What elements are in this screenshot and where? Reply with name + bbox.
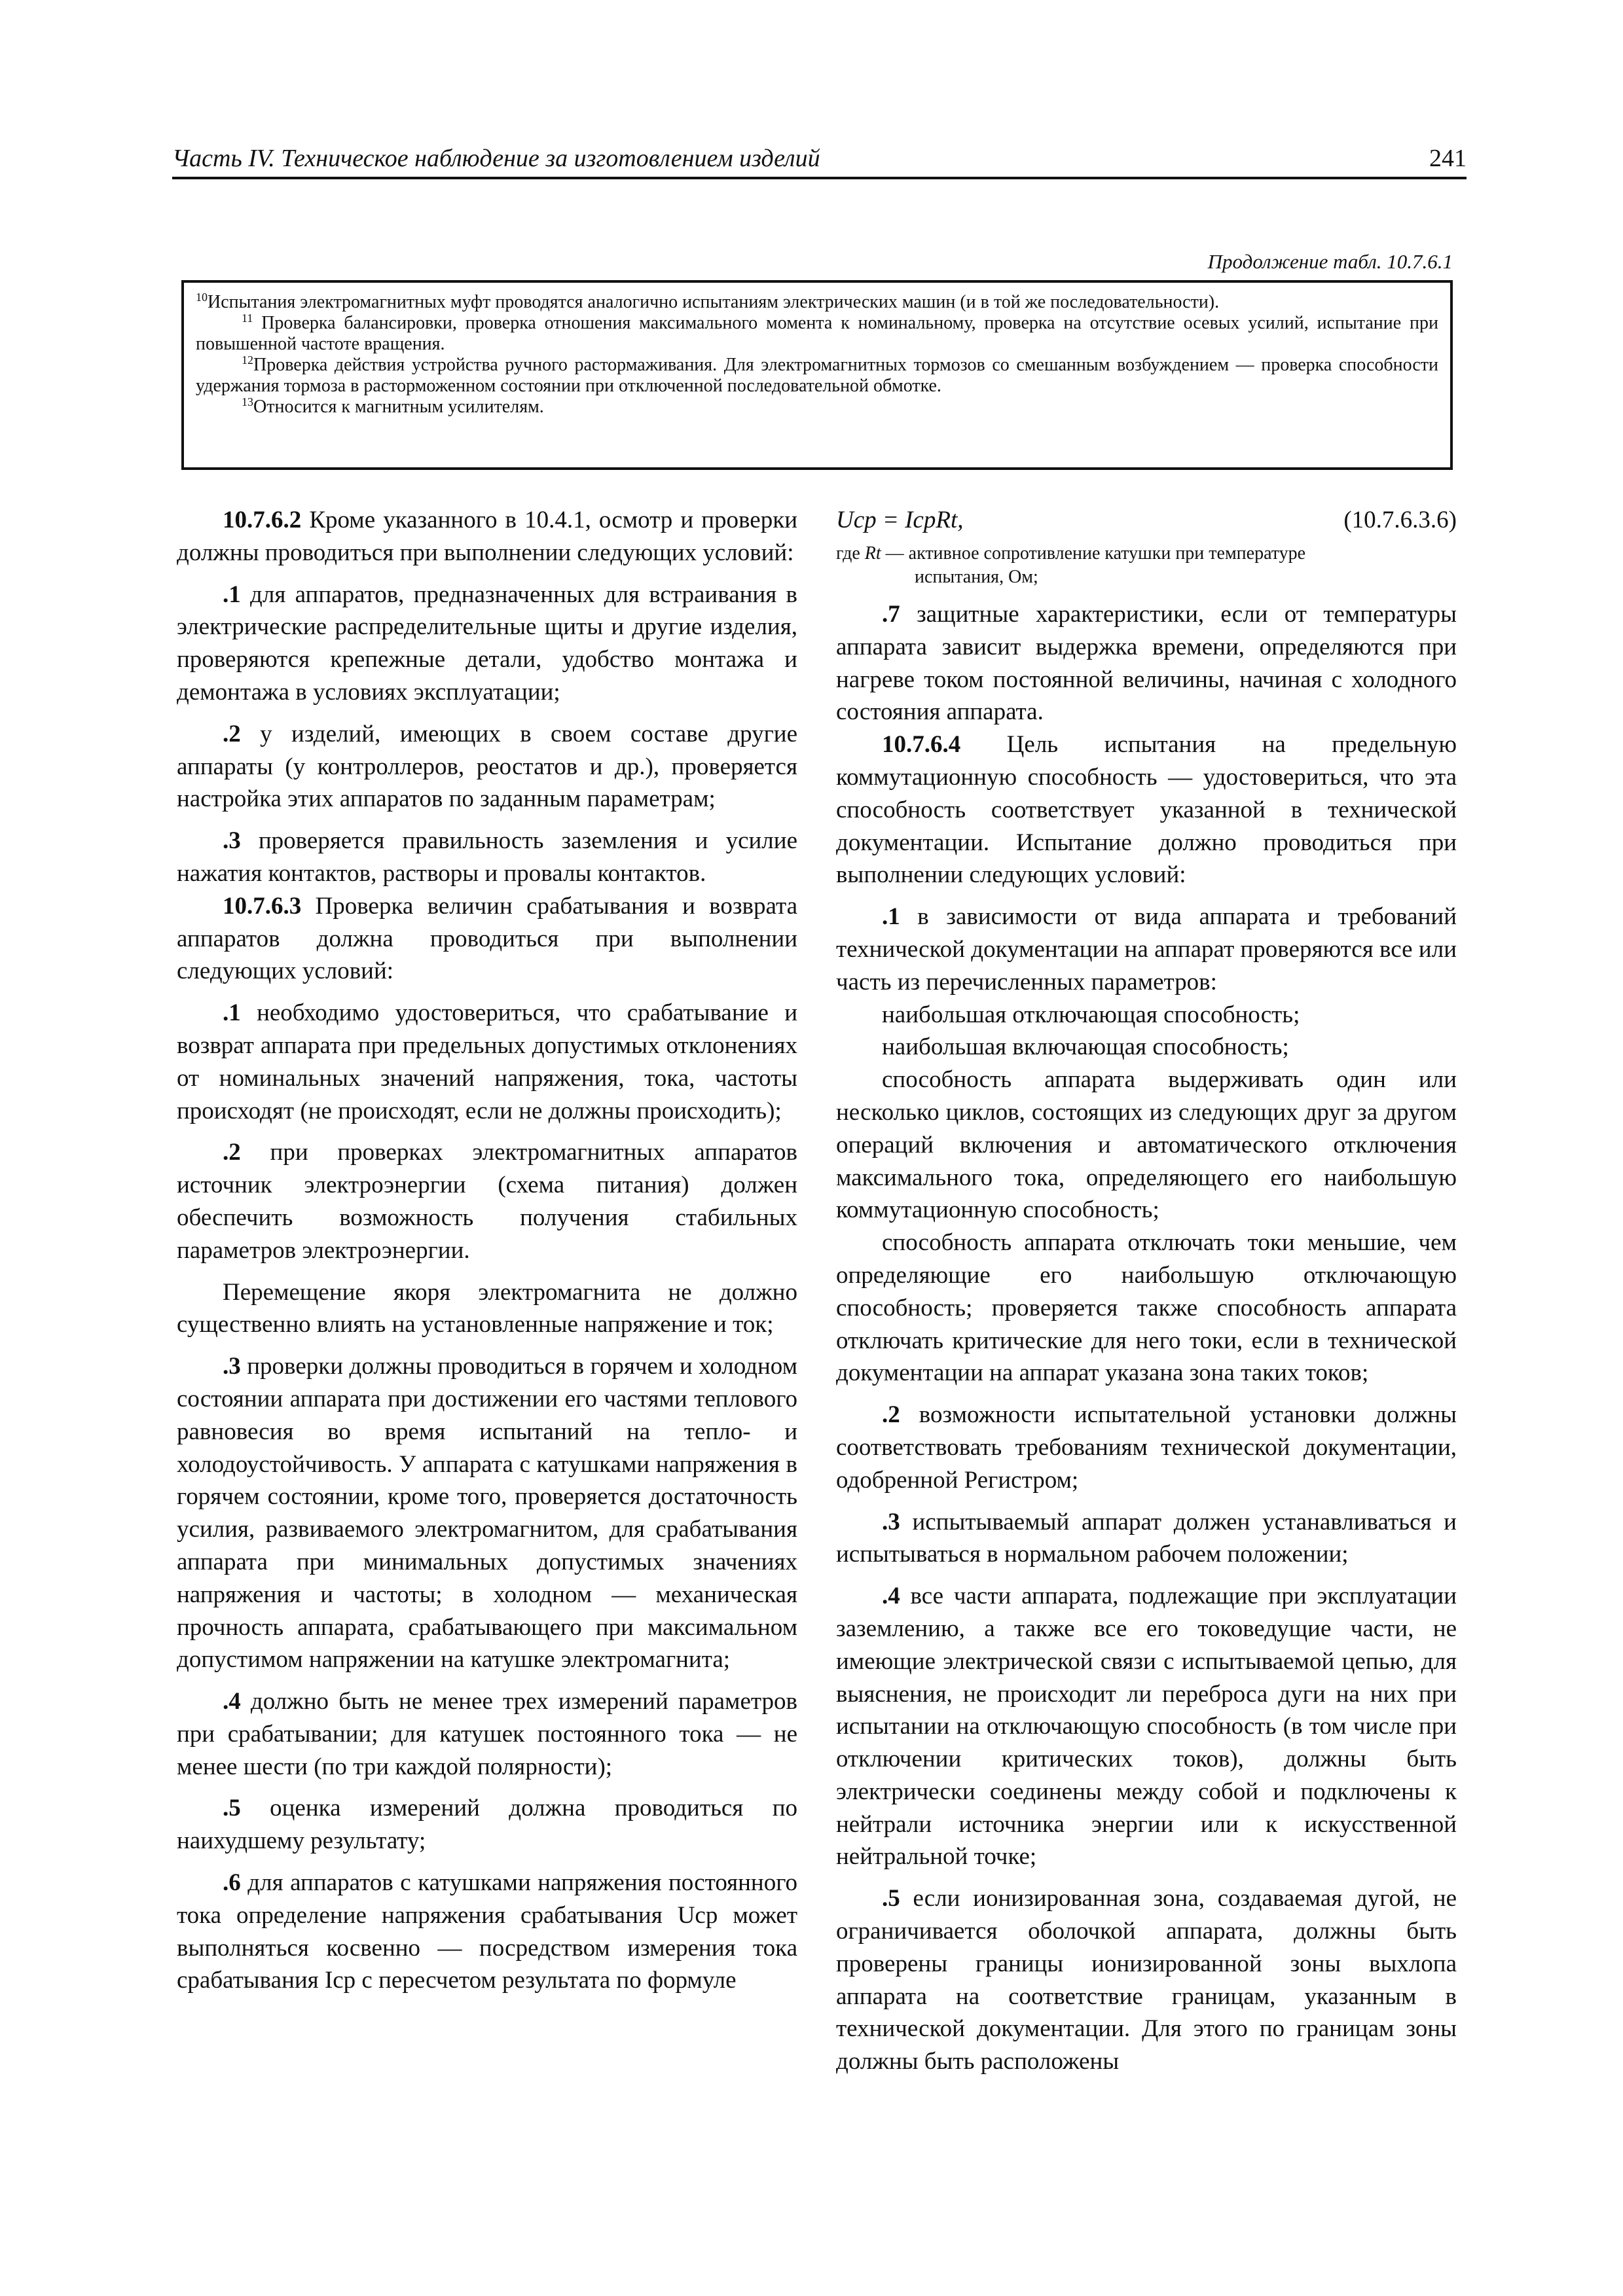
- paragraph: .3 испытываемый аппарат должен устанавливаться и испытываться в нормальном рабочем положении;: [836, 1508, 1457, 1568]
- footnote: $^{12}$Проверка действия устройства ручного растормаживания. Для электромагнитных тормозов со смешанным возбуждением — проверка способности удержания тормоза в расторможенном состоянии при отключенной последовательной обмотке.: [196, 353, 1438, 396]
- formula: [836, 504, 1457, 538]
- paragraph: .3 проверяется правильность заземления и усилие нажатия контактов, растворы и провалы контактов.: [177, 827, 797, 887]
- list-item: наибольшая включающая способность;: [882, 1033, 1289, 1061]
- footnote: $^{13}$Относится к магнитным усилителям.: [242, 395, 544, 417]
- paragraph: .2 при проверках электромагнитных аппаратов источник электроэнергии (схема питания) должен обеспечить возможность получения стабильных параметров электроэнергии.: [177, 1139, 797, 1264]
- paragraph: .6 для аппаратов с катушками напряжения постоянного тока определение напряжения срабатывания Uср может выполняться косвенно — посредством измерения тока срабатывания Iср с пересчетом результата по формуле: [177, 1869, 797, 1994]
- left-column: [177, 504, 797, 1997]
- footnote: $^{10}$Испытания электромагнитных муфт проводятся аналогично испытаниям электрических машин (и в той же последовательности).: [196, 291, 1220, 312]
- paragraph: .1 в зависимости от вида аппарата и требований технической документации на аппарат проверяются все или часть из перечисленных параметров:: [836, 903, 1457, 996]
- right-column: [836, 504, 1457, 2078]
- running-header: [172, 143, 1467, 179]
- paragraph: .1 для аппаратов, предназначенных для встраивания в электрические распределительные щиты и другие изделия, проверяются крепежные детали, удобство монтажа и демонтажа в условиях эксплуатации;: [177, 581, 797, 706]
- formula-expression: Uср = IсрRt,: [836, 507, 964, 533]
- paragraph: .7 защитные характеристики, если от температуры аппарата зависит выдержка времени, определяются при нагреве током постоянной величины, начиная с холодного состояния аппарата.: [836, 601, 1457, 726]
- paragraph: .4 все части аппарата, подлежащие при эксплуатации заземлению, а также все его токоведущие части, не имеющие электрической связи с испытываемой цепью, для выяснения, не происходит ли переброса дуги на них при испытании на отключающую способность (в том числе при отключении критических токов), должны быть электрически соединены между собой и подключены к нейтрали источника энергии или к искусственной нейтральной точке;: [836, 1583, 1457, 1871]
- formula-number: (10.7.6.3.6): [1343, 507, 1457, 533]
- header-title: Часть IV. Техническое наблюдение за изготовлением изделий: [172, 145, 820, 172]
- footnotes-box: [181, 280, 1453, 470]
- paragraph: .5 оценка измерений должна проводиться по наихудшему результату;: [177, 1795, 797, 1855]
- paragraph: 10.7.6.4 Цель испытания на предельную коммутационную способность — удостовериться, что эта способность соответствует указанной в технической документации. Испытание должно проводиться при выполнении следующих условий:: [836, 731, 1457, 889]
- paragraph: .3 проверки должны проводиться в горячем и холодном состоянии аппарата при достижении его частями теплового равновесия во время испытаний на тепло- и холодоустойчивость. У аппарата с катушками напряжения в горячем состоянии, кроме того, проверяется достаточность усилия, развиваемого электромагнитом, для срабатывания аппарата при минимальных допустимых значениях напряжения и частоты; в холодном — механическая прочность аппарата, срабатывающего при максимальном допустимом напряжении на катушке электромагнита;: [177, 1353, 797, 1674]
- list-item: способность аппарата выдерживать один или несколько циклов, состоящих из следующих друг за другом операций включения и автоматического отключения максимального тока, определяющего его наибольшую коммутационную способность;: [836, 1066, 1457, 1224]
- list-item: наибольшая отключающая способность;: [882, 1001, 1300, 1028]
- paragraph: 10.7.6.3 Проверка величин срабатывания и возврата аппаратов должна проводиться при выполнении следующих условий:: [177, 892, 797, 985]
- page-number: 241: [1429, 145, 1467, 172]
- paragraph: .5 если ионизированная зона, создаваемая дугой, не ограничивается оболочкой аппарата, должны быть проверены границы ионизированной зоны выхлопа аппарата на соответствие границам, указанным в технической документации. Для этого по границам зоны должны быть расположены: [836, 1885, 1457, 2075]
- list-item: способность аппарата отключать токи меньшие, чем определяющие его наибольшую отключающую способность; проверяется также способность аппарата отключать критические для него токи, если в технической документации на аппарат указана зона таких токов;: [836, 1229, 1457, 1387]
- table-continued-caption: Продолжение табл. 10.7.6.1: [1207, 250, 1453, 273]
- footnote: $^{11}$ Проверка балансировки, проверка отношения максимального момента к номинальному, проверка на отсутствие осевых усилий, испытание при повышенной частоте вращения.: [196, 312, 1438, 354]
- paragraph: Перемещение якоря электромагнита не должно существенно влиять на установленные напряжение и ток;: [177, 1278, 797, 1338]
- paragraph: .4 должно быть не менее трех измерений параметров при срабатывании; для катушек постоянного тока — не менее шести (по три каждой полярности);: [177, 1688, 797, 1780]
- paragraph: 10.7.6.2 Кроме указанного в 10.4.1, осмотр и проверки должны проводиться при выполнении следующих условий:: [177, 507, 797, 566]
- formula-legend: где Rt — активное сопротивление катушки при температуре испытания, Ом;: [836, 543, 1306, 587]
- paragraph: .2 возможности испытательной установки должны соответствовать требованиям технической документации, одобренной Регистром;: [836, 1401, 1457, 1494]
- paragraph: .1 необходимо удостовериться, что срабатывание и возврат аппарата при предельных допустимых отклонениях от номинальных значений напряжения, тока, частоты происходят (не происходят, если не должны происходить);: [177, 999, 797, 1124]
- paragraph: .2 у изделий, имеющих в своем составе другие аппараты (у контроллеров, реостатов и др.), проверяется настройка этих аппаратов по заданным параметрам;: [177, 720, 797, 813]
